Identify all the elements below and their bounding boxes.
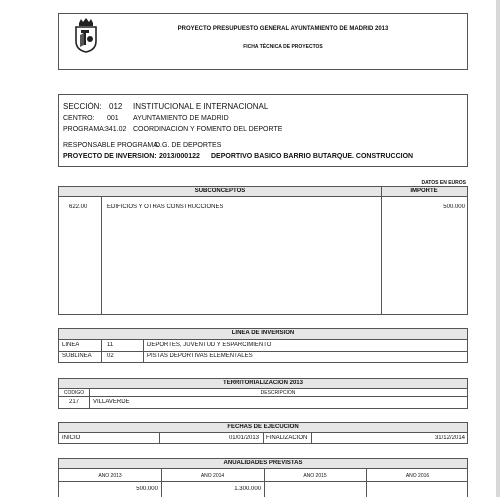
linea-inversion-title: LÍNEA DE INVERSIÓN: [231, 330, 295, 336]
fechas-ejecucion-table: [58, 422, 468, 444]
centro-code: 001: [107, 115, 119, 122]
linea-code: 11: [107, 342, 114, 348]
sublinea-code: 02: [107, 353, 114, 359]
anualidad-value-2013: 500.000: [136, 486, 158, 492]
subconcepto-code: 622.00: [69, 204, 88, 210]
importe-header-label: IMPORTE: [410, 188, 438, 194]
anualidad-year-2013: AÑO 2013: [98, 473, 122, 479]
seccion-code: 012: [109, 102, 123, 111]
inicio-label: INICIO: [62, 435, 81, 441]
centro-label: CENTRO:: [63, 115, 95, 122]
fechas-ejecucion-title: FECHAS DE EJECUCIÓN: [227, 424, 299, 430]
inicio-value: 01/01/2013: [228, 435, 259, 441]
anualidad-value-2014: 1.300.000: [234, 486, 261, 492]
responsable-value: D.G. DE DEPORTES: [155, 142, 222, 149]
madrid-coat-of-arms-logo: [73, 17, 99, 53]
territorio-codigo: 217: [68, 399, 79, 405]
linea-desc: DEPORTES, JUVENTUD Y ESPARCIMIENTO: [147, 342, 272, 348]
programa-label: PROGRAMA:: [63, 126, 106, 133]
anualidades-title: ANUALIDADES PREVISTAS: [223, 460, 303, 466]
seccion-name: INSTITUCIONAL E INTERNACIONAL: [133, 102, 269, 111]
viewer-scrollbar[interactable]: [496, 0, 500, 497]
anualidad-year-2014: AÑO 2014: [200, 473, 225, 479]
anualidad-year-2016: AÑO 2016: [405, 473, 430, 479]
subconcepto-desc: EDIFICIOS Y OTRAS CONSTRUCCIONES: [107, 204, 224, 210]
proyecto-name: DEPORTIVO BÁSICO BARRIO BUTARQUE. CONSTRUCCIÓN: [211, 153, 414, 160]
descripcion-header: DESCRIPCION: [260, 390, 296, 396]
linea-inversion-table: [58, 328, 468, 363]
sublinea-desc: PISTAS DEPORTIVAS ELEMENTALES: [147, 353, 253, 359]
territorializacion-title: TERRITORIALIZACIÓN 2013: [223, 380, 303, 386]
programa-name: COORDINACIÓN Y FOMENTO DEL DEPORTE: [133, 126, 283, 133]
proyecto-code: 2013/000122: [159, 153, 200, 160]
finalizacion-value: 31/12/2014: [434, 435, 465, 441]
territorializacion-table: [58, 378, 468, 409]
datos-en-euros-note: DATOS EN EUROS: [421, 180, 466, 186]
document-title: PROYECTO PRESUPUESTO GENERAL AYUNTAMIENTO DE MADRID 2013: [177, 26, 389, 32]
anualidades-table: [58, 458, 468, 497]
sublinea-label: SUBLÍNEA: [62, 353, 92, 359]
proyecto-label: PROYECTO DE INVERSIÓN:: [63, 153, 157, 160]
linea-label: LÍNEA: [62, 342, 80, 348]
project-info-box: [58, 94, 468, 167]
subconceptos-table: [58, 186, 468, 315]
programa-code: 341.02: [105, 126, 127, 133]
seccion-label: SECCIÓN:: [63, 102, 102, 111]
document-subtitle: FICHA TÉCNICA DE PROYECTOS: [243, 44, 323, 50]
subconcepto-importe: 500.000: [443, 204, 465, 210]
subconceptos-header-label: SUBCONCEPTOS: [194, 188, 246, 194]
territorio-descripcion: VILLAVERDE: [93, 399, 130, 405]
responsable-label: RESPONSABLE PROGRAMA:: [63, 142, 160, 149]
header-box: [58, 13, 468, 70]
anualidad-year-2015: AÑO 2015: [303, 473, 327, 479]
centro-name: AYUNTAMIENTO DE MADRID: [133, 115, 229, 122]
codigo-header: CODIGO: [63, 390, 85, 396]
finalizacion-label: FINALIZACIÓN: [266, 435, 308, 441]
